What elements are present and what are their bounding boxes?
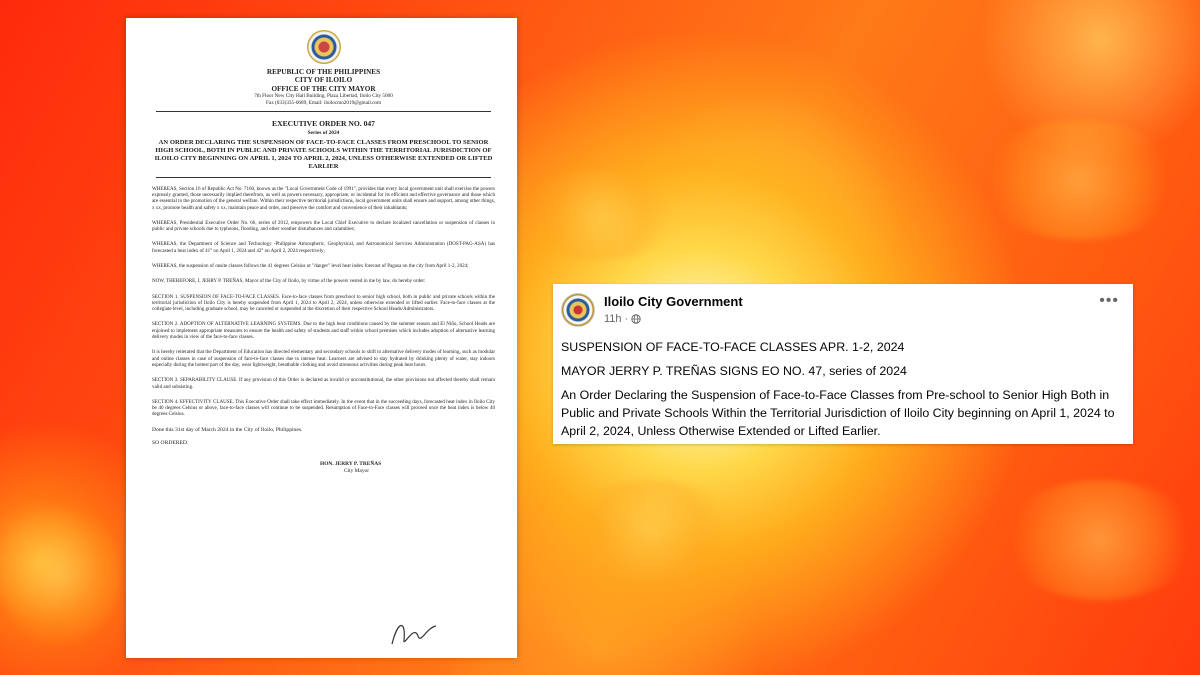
page-name-link[interactable]: Iloilo City Government — [604, 294, 743, 309]
document-paragraph: WHEREAS, the Department of Science and Technology -Philippine Atmospheric, Geophysical, and Astronomical Services Administration (DOST-PAG-ASA) has forecasted a heat index of 41° on April 1, 2024 and 42° on April 2, 2024 respectively; — [152, 241, 495, 254]
done-line: Done this 31st day of March 2024 in the City of Iloilo, Philippines. — [152, 426, 303, 433]
order-number: EXECUTIVE ORDER NO. 047 — [272, 119, 375, 129]
post-timestamp[interactable]: 11h — [604, 313, 622, 325]
signature-block — [152, 461, 495, 475]
more-horizontal-icon[interactable]: ••• — [1099, 292, 1119, 309]
order-series: Series of 2024 — [307, 129, 340, 136]
post-line: SUSPENSION OF FACE-TO-FACE CLASSES APR. 1-2, 2024 — [561, 340, 905, 354]
document-paragraph: NOW, THEREFORE, I, JERRY P. TREÑAS, Mayor of the City of Iloilo, by virtue of the powers vested in me by law, do hereby order: — [152, 278, 426, 285]
globe-icon — [631, 314, 641, 324]
cloud-decoration — [520, 170, 680, 260]
facebook-post-card — [553, 284, 1133, 444]
post-text — [561, 338, 1127, 446]
executive-order-document — [126, 18, 517, 658]
document-paragraph: SECTION 3. SEPARABILITY CLAUSE. If any provision of this Order is declared as invalid or unconstitutional, the other provisions not affected thereby shall remain valid and subsisting. — [152, 377, 495, 390]
separator-dot: · — [624, 313, 629, 325]
document-header — [152, 68, 495, 106]
header-line: REPUBLIC OF THE PHILIPPINES — [266, 68, 381, 76]
city-seal-icon — [307, 30, 341, 64]
document-paragraph: WHEREAS, the suspension of onsite classes follows the 41 degrees Celsius or "danger" level heat index forecast of Pagasa on the city from April 1-2, 2024; — [152, 263, 469, 269]
address-line: Fax (033)335-0689, Email: iloilocmo2019@gmail.com — [266, 99, 381, 106]
document-paragraph: SECTION 1. SUSPENSION OF FACE-TO-FACE CLASSES. Face-to-face classes from preschool to senior high school, both in public and private schools within the territorial jurisdiction of Iloilo City is hereby suspended from April 1, 2024 to April 2, 2024, unless otherwise extended or lifted earlier. Face-to-face classes at the collegiate level, including graduate school, may be canceled or suspended at the discretion of their respective School Heads/Administrators. — [152, 293, 495, 313]
post-line: MAYOR JERRY P. TREÑAS SIGNS EO NO. 47, series of 2024 — [561, 364, 907, 378]
post-meta — [604, 313, 641, 325]
document-paragraph: SECTION 4. EFFECTIVITY CLAUSE. This Executive Order shall take effect immediately. In the event that in the succeeding days, forecasted heat index in Iloilo City be 40 degrees Celsius or above, face-to-face classes will continue to be suspended. Resumption of Face-to-Face classes will proceed once the heat index is below 40 degrees Celsius. — [152, 398, 495, 418]
header-line: CITY OF ILOILO — [294, 76, 353, 85]
signatory-name: HON. JERRY P. TREÑAS — [320, 460, 382, 467]
divider — [156, 111, 491, 112]
document-paragraph: WHEREAS, Section 16 of Republic Act No. 7160, known as the "Local Government Code of 1991", provides that every local government unit shall exercise the powers expressly granted, those necessarily implied therefrom, as well as powers necessary, appropriate, or incidental for its efficient and effective governance and those which are essential to the promotion of the general welfare. Within their respective territorial jurisdictions, local government units shall ensure and support, among other things, x xx, promote health and safety x xx, maintain peace and order, and preserve the comfort and convenience of their inhabitants; — [152, 185, 495, 211]
divider — [156, 177, 491, 178]
signature-scribble-icon — [384, 614, 444, 654]
address-line: 7th Floor New City Hall Building, Plaza Libertad, Iloilo City 5000 — [254, 93, 393, 100]
header-line: OFFICE OF THE CITY MAYOR — [271, 84, 376, 93]
document-paragraph: SECTION 2. ADOPTION OF ALTERNATIVE LEARNING SYSTEMS. Due to the high heat conditions caused by the summer season and El Niño, School Heads are enjoined to implement appropriate measures to ensure the health and safety of students and staff within school premises which includes adoption of alternative learning delivery modes in view of the face-to-face classes. — [152, 321, 495, 341]
post-line: An Order Declaring the Suspension of Face-to-Face Classes from Pre-school to Senior High Both in Public and Private Schools Within the Territorial Jurisdiction of Iloilo City beginning on April 1, 2024 to April 2, 2024, Unless Otherwise Extended or Lifted Earlier. — [561, 388, 1115, 438]
document-paragraph: WHEREAS, Presidential Executive Order No. 66, series of 2012, empowers the Local Chief Executive to declare localized cancellation or suspension of classes in public and private schools due to typhoons, flooding, and other weather disturbances and calamities; — [152, 219, 495, 233]
document-paragraph: It is hereby reiterated that the Department of Education has directed elementary and secondary schools to shift to alternative delivery modes of learning, such as modular and online classes in case of suspension of face-to-face classes due to intense heat. Learners are advised to stay hydrated by drinking plenty of water, stay indoors especially during the hottest part of the day, wear lightweight, breathable clothing and avoid strenuous activities during peak heat hours. — [152, 349, 495, 368]
so-ordered: SO ORDERED. — [152, 439, 189, 446]
cloud-decoration — [980, 120, 1180, 240]
cloud-decoration — [0, 500, 120, 650]
cloud-decoration — [1000, 480, 1200, 600]
order-title: AN ORDER DECLARING THE SUSPENSION OF FACE-TO-FACE CLASSES FROM PRESCHOOL TO SENIOR HIGH SCHOOL, BOTH IN PUBLIC AND PRIVATE SCHOOLS WITHIN THE TERRITORIAL JURISDICTION OF ILOILO CITY BEGINNING ON APRIL 1, 2024 TO APRIL 2, 2024, UNLESS OTHERWISE EXTENDED OR LIFTED EARLIER — [154, 138, 493, 170]
page-avatar[interactable] — [561, 293, 595, 327]
cloud-decoration — [560, 480, 740, 580]
signatory-title: City Mayor — [344, 467, 370, 474]
